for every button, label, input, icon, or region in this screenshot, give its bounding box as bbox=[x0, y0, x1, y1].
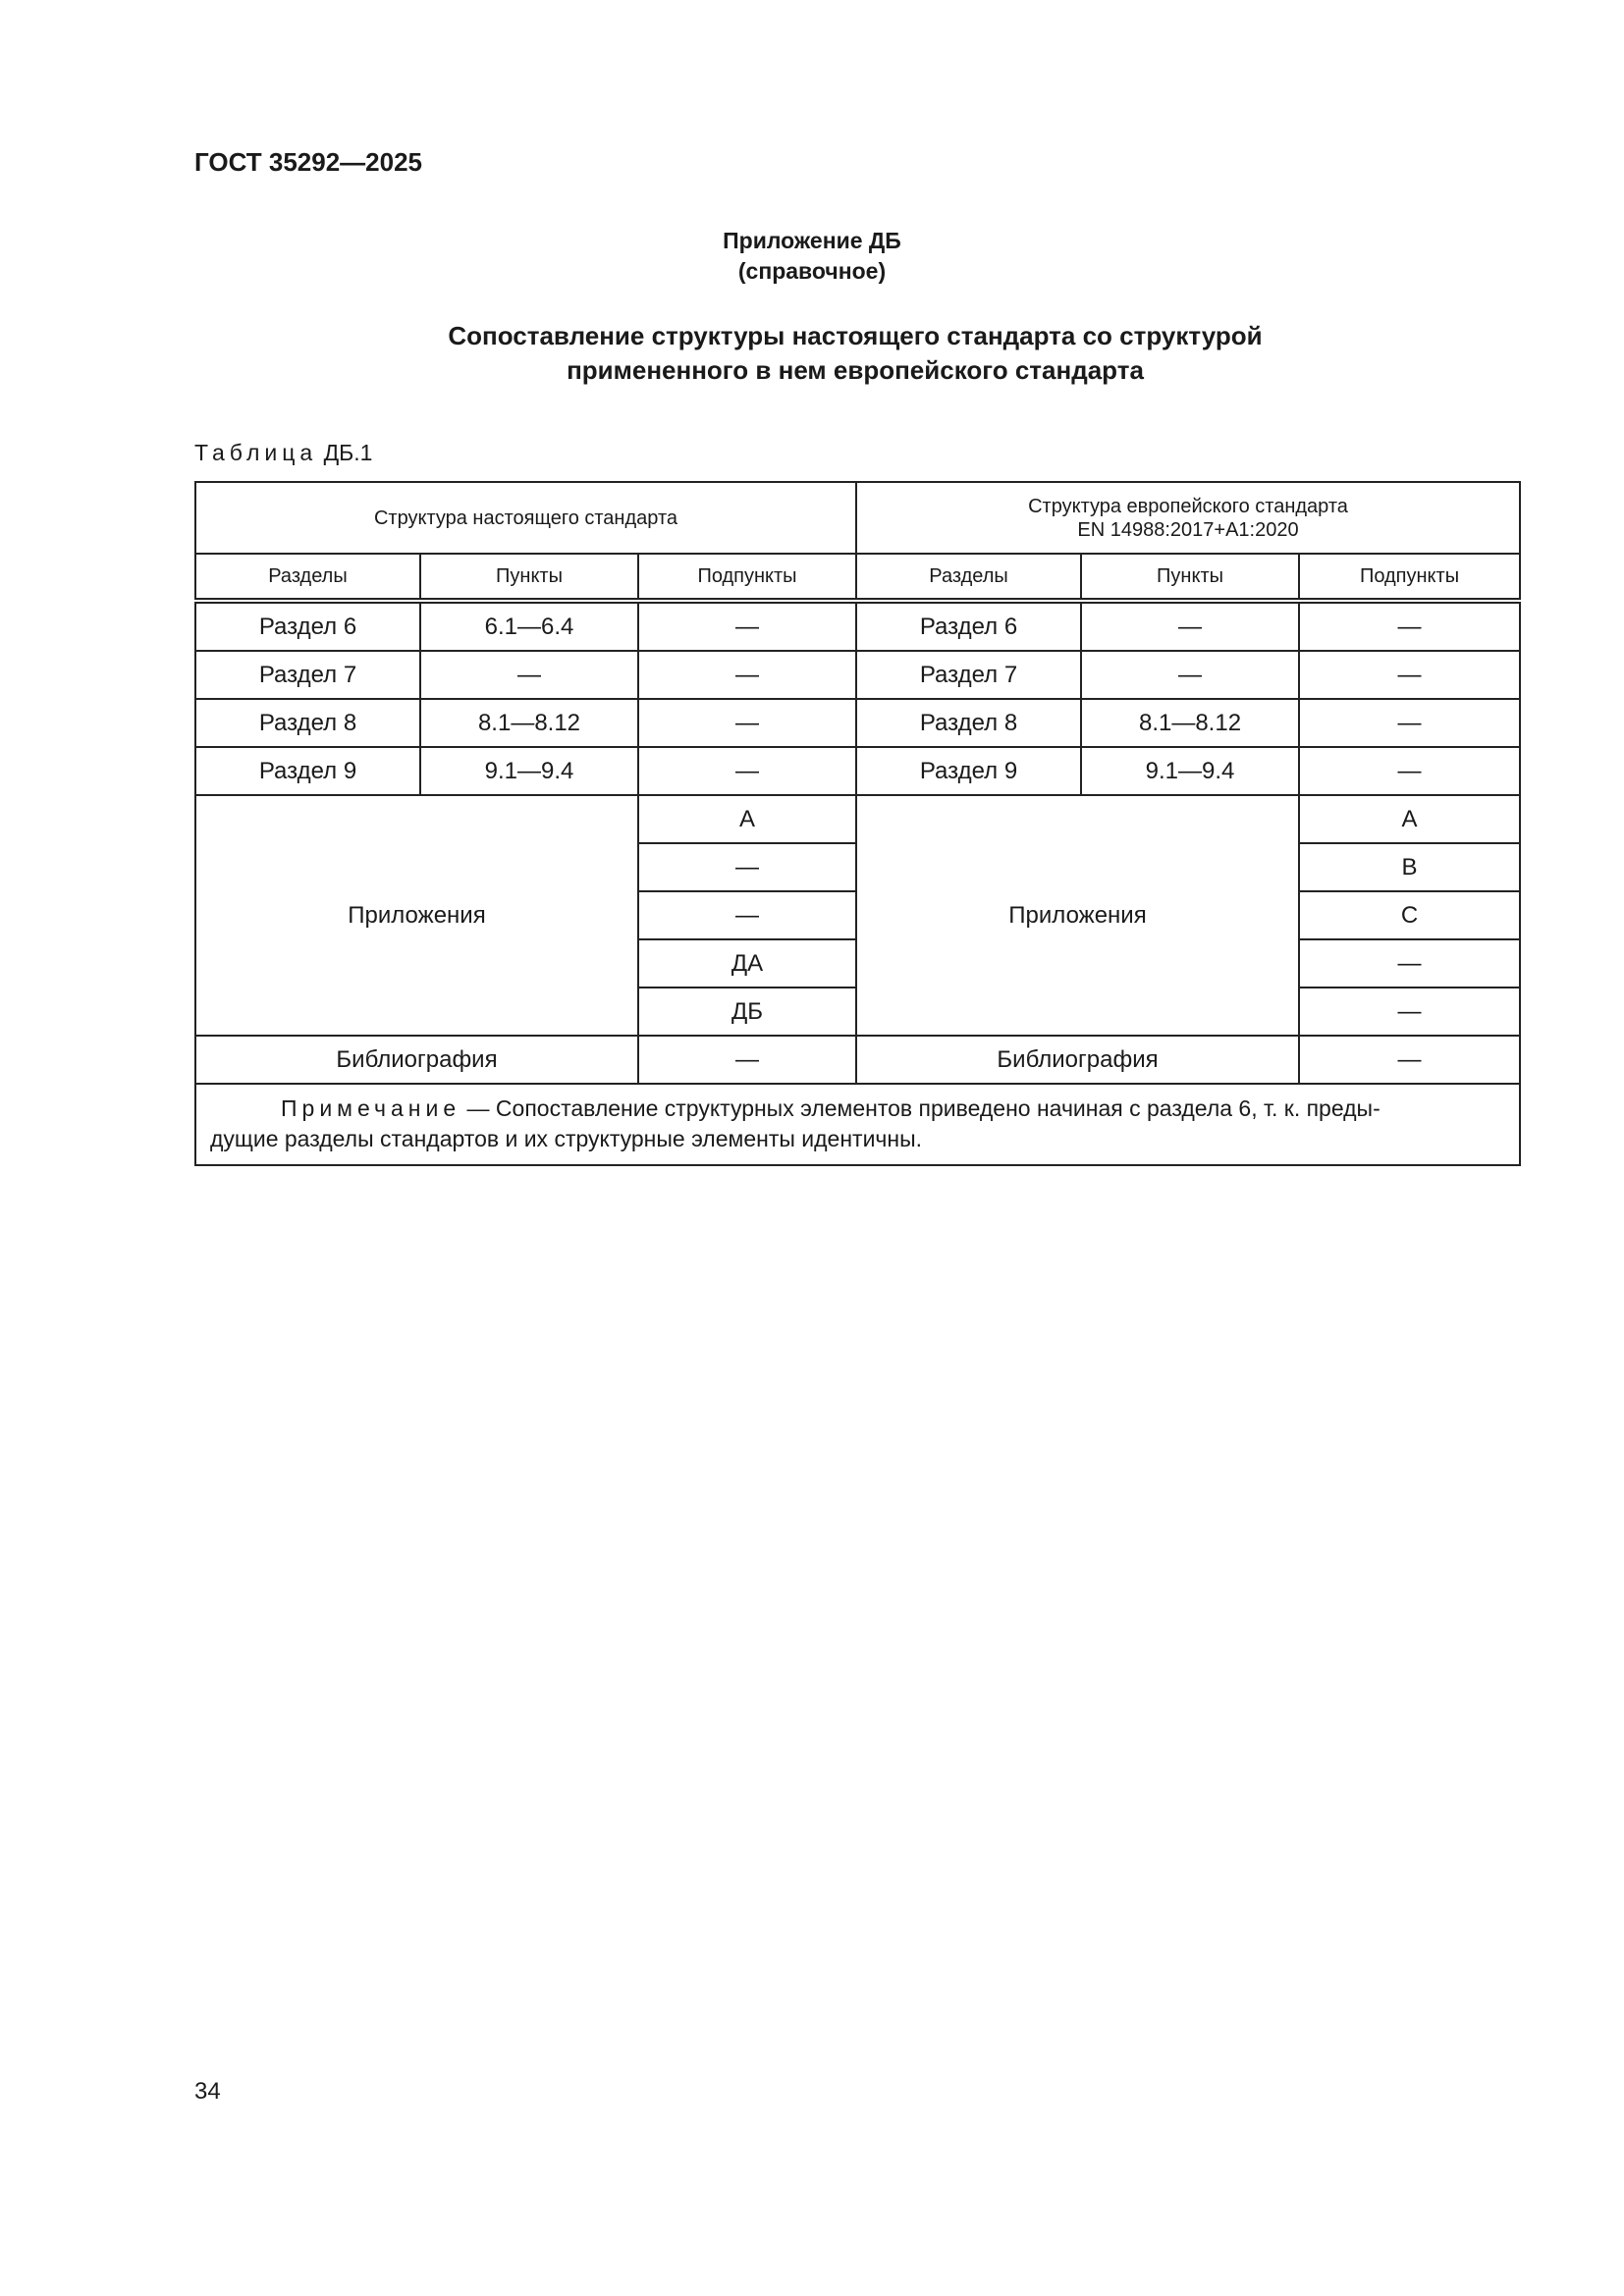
table-cell: — bbox=[1299, 601, 1520, 651]
comparison-table bbox=[194, 481, 1521, 1166]
section-title-line2: примененного в нем европейского стандарта bbox=[567, 355, 1144, 385]
appendices-label-european: Приложения bbox=[856, 795, 1299, 1036]
bibliography-row bbox=[195, 1036, 1520, 1084]
table-cell: — bbox=[638, 651, 856, 699]
table-cell: 6.1—6.4 bbox=[420, 601, 638, 651]
appendix-cell-european: C bbox=[1299, 891, 1520, 939]
bibliography-value-european: — bbox=[1299, 1036, 1520, 1084]
table-cell: Раздел 6 bbox=[195, 601, 420, 651]
column-header: Пункты bbox=[1081, 554, 1299, 601]
note-text-line2: дущие разделы стандартов и их структурные элементы идентичны. bbox=[210, 1126, 923, 1151]
table-cell: 9.1—9.4 bbox=[1081, 747, 1299, 795]
column-header: Пункты bbox=[420, 554, 638, 601]
table-note bbox=[195, 1084, 1520, 1165]
column-header: Разделы bbox=[856, 554, 1081, 601]
note-lead: Примечание bbox=[281, 1095, 461, 1121]
table-cell: Раздел 7 bbox=[195, 651, 420, 699]
column-header: Подпункты bbox=[638, 554, 856, 601]
table-label-id: ДБ.1 bbox=[323, 440, 373, 465]
table-cell: 8.1—8.12 bbox=[420, 699, 638, 747]
appendix-cell-current: — bbox=[638, 843, 856, 891]
bibliography-label-european: Библиография bbox=[856, 1036, 1299, 1084]
appendices-label-current: Приложения bbox=[195, 795, 638, 1036]
table-column-header-row bbox=[195, 554, 1520, 601]
table-cell: Раздел 7 bbox=[856, 651, 1081, 699]
column-header: Подпункты bbox=[1299, 554, 1520, 601]
bibliography-label-current: Библиография bbox=[195, 1036, 638, 1084]
table-cell: — bbox=[420, 651, 638, 699]
appendix-cell-current: — bbox=[638, 891, 856, 939]
table-row bbox=[195, 699, 1520, 747]
table-row bbox=[195, 747, 1520, 795]
group-header-european-standard bbox=[856, 482, 1520, 554]
table-row bbox=[195, 651, 1520, 699]
appendix-cell-current: A bbox=[638, 795, 856, 843]
appendix-cell-current: ДБ bbox=[638, 988, 856, 1036]
table-group-header-row bbox=[195, 482, 1520, 554]
table-label bbox=[194, 440, 372, 466]
table-cell: 8.1—8.12 bbox=[1081, 699, 1299, 747]
bibliography-value-current: — bbox=[638, 1036, 856, 1084]
appendix-cell-current: ДА bbox=[638, 939, 856, 988]
appendix-cell-european: B bbox=[1299, 843, 1520, 891]
note-text-line1: — Сопоставление структурных элементов приведено начиная с раздела 6, т. к. преды- bbox=[460, 1095, 1380, 1121]
table-cell: Раздел 8 bbox=[856, 699, 1081, 747]
table-cell: Раздел 8 bbox=[195, 699, 420, 747]
table-cell: Раздел 6 bbox=[856, 601, 1081, 651]
group-header-european-line1: Структура европейского стандарта bbox=[1028, 495, 1348, 517]
appendix-cell-european: A bbox=[1299, 795, 1520, 843]
column-header: Разделы bbox=[195, 554, 420, 601]
table-cell: Раздел 9 bbox=[856, 747, 1081, 795]
table-cell: — bbox=[638, 747, 856, 795]
table-cell: — bbox=[638, 601, 856, 651]
table-cell: — bbox=[1299, 699, 1520, 747]
group-header-european-line2: EN 14988:2017+A1:2020 bbox=[1077, 518, 1299, 541]
appendix-title: Приложение ДБ bbox=[723, 228, 901, 253]
table-cell: Раздел 9 bbox=[195, 747, 420, 795]
page-number: 34 bbox=[194, 2078, 221, 2105]
appendix-cell-european: — bbox=[1299, 988, 1520, 1036]
table-cell: — bbox=[1299, 747, 1520, 795]
table-row bbox=[195, 601, 1520, 651]
document-code: ГОСТ 35292—2025 bbox=[194, 147, 422, 177]
table-cell: — bbox=[1081, 601, 1299, 651]
table-cell: — bbox=[1299, 651, 1520, 699]
group-header-current-standard: Структура настоящего стандарта bbox=[195, 482, 856, 554]
appendix-row bbox=[195, 795, 1520, 843]
appendix-type: (справочное) bbox=[737, 258, 887, 284]
table-cell: 9.1—9.4 bbox=[420, 747, 638, 795]
table-label-word: Таблица bbox=[194, 440, 318, 465]
note-row bbox=[195, 1084, 1520, 1165]
table-cell: — bbox=[638, 699, 856, 747]
section-title-line1: Сопоставление структуры настоящего стандарта со структурой bbox=[448, 321, 1263, 350]
appendix-cell-european: — bbox=[1299, 939, 1520, 988]
table-cell: — bbox=[1081, 651, 1299, 699]
